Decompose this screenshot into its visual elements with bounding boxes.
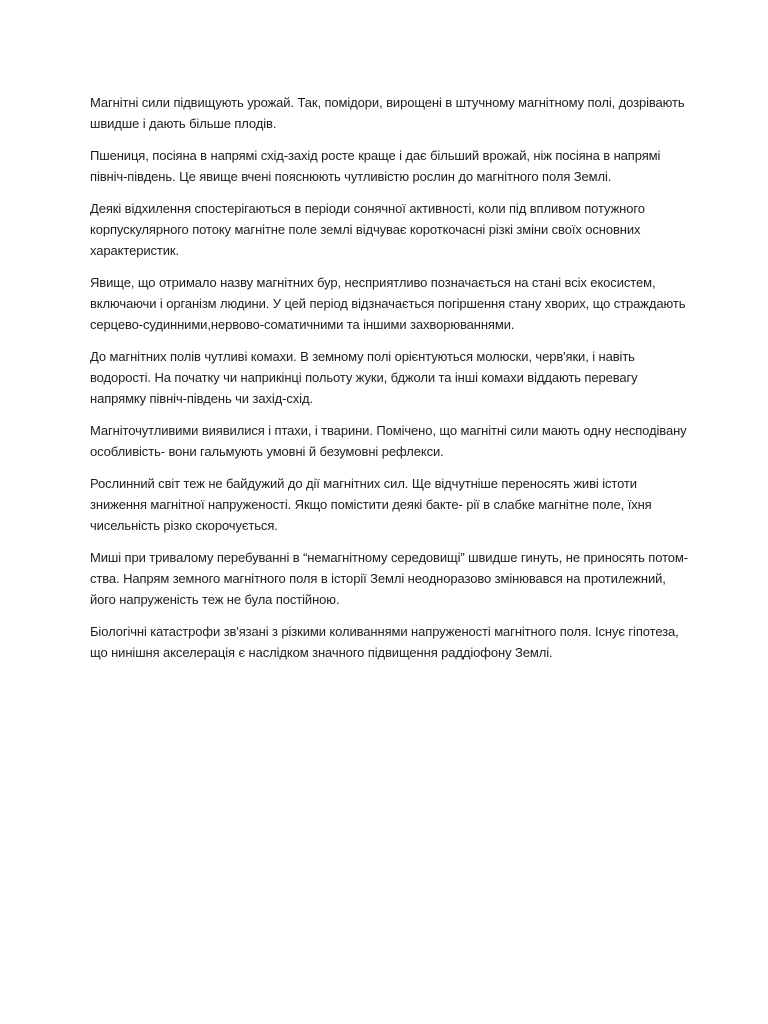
- paragraph: Деякі відхилення спостерігаються в періоди сонячної активності, коли під впливом потужного корпускулярного потоку магнітне поле землі відчуває короткочасні різкі зміни своїх основних характеристик.: [90, 201, 645, 258]
- paragraph: Біологічні катастрофи зв'язані з різкими коливаннями напруженості магнітного поля. Існує гіпотеза, що нинішня акселерація є наслідком значного підвищення раддіофону Землі.: [90, 624, 679, 660]
- document-body: [90, 92, 690, 674]
- paragraph: Магнітні сили підвищують урожай. Так, помідори, вирощені в штучному магнітному полі, дозрівають швидше і дають більше плодів.: [90, 95, 685, 131]
- paragraph: Рослинний світ теж не байдужий до дії магнітних сил. Ще відчутніше переносять живі істоти зниження магнітної напруженості. Якщо помістити деякі бакте- рії в слабке магнітне поле, їхня чисельність різко скорочується.: [90, 476, 652, 533]
- paragraph: Магніточутливими виявилися і птахи, і тварини. Помічено, що магнітні сили мають одну несподівану особливість- вони гальмують умовні й безумовні рефлекси.: [90, 423, 687, 459]
- paragraph: До магнітних полів чутливі комахи. В земному полі орієнтуються молюски, черв'яки, і навіть водорості. На початку чи наприкінці польоту жуки, бджоли та інші комахи віддають перевагу напрямку північ-південь чи захід-схід.: [90, 349, 638, 406]
- paragraph: Пшениця, посіяна в напрямі схід-захід росте краще і дає більший врожай, ніж посіяна в напрямі північ-південь. Це явище вчені пояснюють чутливістю рослин до магнітного поля Землі.: [90, 148, 661, 184]
- paragraph: Миші при тривалому перебуванні в “немагнітному середовищі” швидше гинуть, не приносять потом- ства. Напрям земного магнітного поля в історії Землі неодноразово змінювався на протилежний, його напруженість теж не була постійною.: [90, 550, 688, 607]
- paragraph: Явище, що отримало назву магнітних бур, несприятливо позначається на стані всіх екосистем, включаючи і організм людини. У цей період відзначається погіршення стану хворих, що страждають серцево-судинними,нервово-соматичними та іншими захворюваннями.: [90, 275, 686, 332]
